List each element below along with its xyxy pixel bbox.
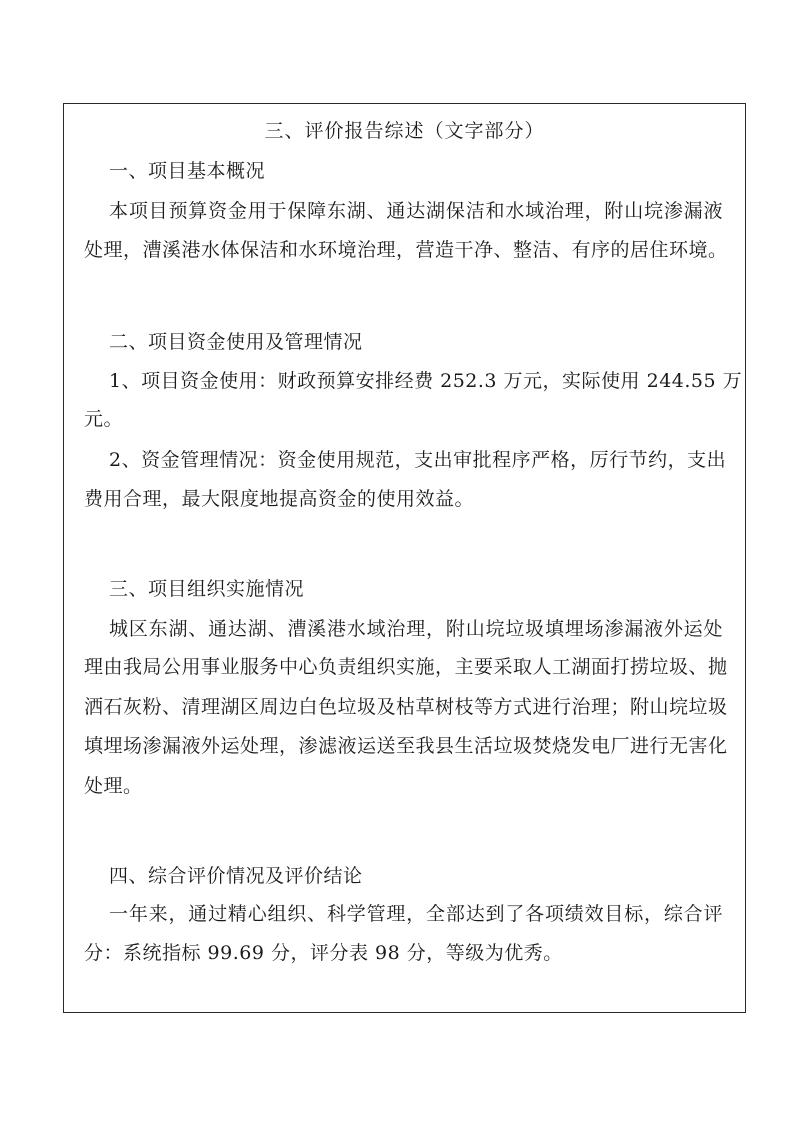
section-3-heading: 三、项目组织实施情况	[109, 578, 305, 600]
report-title: 三、评价报告综述（文字部分）	[264, 120, 545, 142]
section-2-item-1-line-1: 1、项目资金使用：财政预算安排经费 252.3 万元，实际使用 244.55 万	[109, 370, 743, 392]
section-2-item-2-line-2: 费用合理，最大限度地提高资金的使用效益。	[84, 488, 475, 510]
section-1-line-2: 处理，漕溪港水体保洁和水环境治理，营造干净、整洁、有序的居住环境。	[84, 239, 728, 261]
section-4-line-1: 一年来，通过精心组织、科学管理，全部达到了各项绩效目标，综合评	[109, 903, 723, 925]
section-1-heading: 一、项目基本概况	[109, 160, 266, 182]
section-3-line-5: 处理。	[84, 775, 143, 797]
report-frame	[63, 103, 746, 1013]
section-4-line-2: 分：系统指标 99.69 分，评分表 98 分，等级为优秀。	[84, 942, 563, 964]
section-3-line-4: 填埋场渗漏液外运处理，渗滤液运送至我县生活垃圾焚烧发电厂进行无害化	[84, 735, 728, 757]
section-3-line-1: 城区东湖、通达湖、漕溪港水域治理，附山垸垃圾填埋场渗漏液外运处	[109, 618, 723, 640]
section-3-line-2: 理由我局公用事业服务中心负责组织实施，主要采取人工湖面打捞垃圾、抛	[84, 656, 728, 678]
section-4-heading: 四、综合评价情况及评价结论	[109, 865, 363, 887]
section-2-item-2-line-1: 2、资金管理情况：资金使用规范，支出审批程序严格，厉行节约，支出	[109, 449, 727, 471]
section-2-heading: 二、项目资金使用及管理情况	[109, 331, 363, 353]
section-1-line-1: 本项目预算资金用于保障东湖、通达湖保洁和水域治理，附山垸渗漏液	[109, 200, 723, 222]
section-3-line-3: 洒石灰粉、清理湖区周边白色垃圾及枯草树枝等方式进行治理；附山垸垃圾	[84, 696, 728, 718]
section-2-item-1-line-2: 元。	[84, 408, 124, 430]
